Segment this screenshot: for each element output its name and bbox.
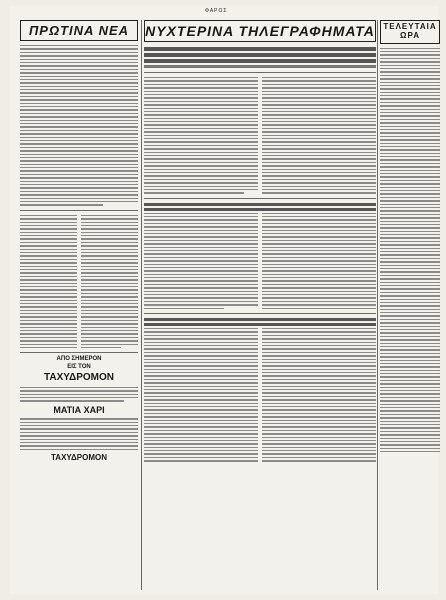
left-column-title: ΠΡΩΤΙΝΑ ΝΕΑ [20,20,138,41]
article-text [20,386,138,403]
column-rule [141,20,142,590]
two-column-article [144,76,376,195]
left-column [20,20,138,590]
middle-column [144,20,376,590]
middle-column-title: ΝΥΧΤΕΡΙΝΑ ΤΗΛΕΓΡΑΦΗΜΑΤΑ [144,20,376,42]
headline-block [144,317,376,327]
section-heading: ΑΠΟ ΣΗΜΕΡΟΝ [56,356,102,363]
two-column-article [144,327,376,463]
column-rule [377,20,378,590]
right-column [380,20,440,590]
section-title: ΤΑΧΥΔΡΟΜΟΝ [44,372,114,384]
right-column-title: ΤΕΛΕΥΤΑΙΑ ΩΡΑ [380,20,440,44]
article-text [380,47,440,454]
masthead: ΦΑΡΟΣ [205,8,228,14]
article-text [20,417,138,451]
newspaper-page [10,6,438,594]
headline-block [144,202,376,212]
article-text [20,44,138,207]
section-title: ΜΑΤΙΑ ΧΑΡΙ [53,404,105,415]
headline-block [144,46,376,69]
footer-label: ΤΑΧΥΔΡΟΜΟΝ [51,453,107,463]
two-column-article [144,212,376,310]
two-column-article [20,214,138,350]
section-sub-heading: ΕΙΣ ΤΟΝ [67,364,91,371]
